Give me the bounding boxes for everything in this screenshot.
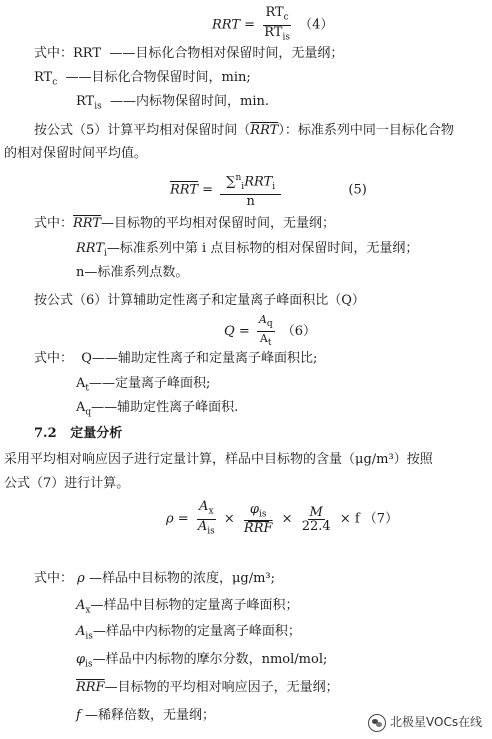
watermark-text: 北极星VOCs在线 — [390, 715, 483, 729]
eq4-fraction: $\frac{RT_c}{RT_{is}}$ — [264, 5, 290, 43]
def6-line3: $A_q——$辅助定性离子峰面积. — [76, 400, 239, 418]
eq5-tag: (5) — [348, 182, 367, 198]
eq5-fraction: $\frac{\sum^n_iRRT_i}{n}$ — [220, 172, 281, 208]
equation-7: ρ = $\frac{A_x}{A_{is}}$ × $\frac{\varphi_{is}}{\text{RRF}}$ × $\frac{M}{22.4}$ × f （7） — [166, 499, 399, 537]
def4-line1: 式中：RRT ——目标化合物相对保留时间，无量纲； — [34, 46, 344, 61]
def7-line6: f —稀释倍数，无量纲； — [76, 708, 215, 723]
def7-line5: $\overline{RRF}—$目标物的平均相对响应因子，无量纲； — [76, 680, 339, 695]
wechat-icon — [368, 714, 386, 732]
def7-line3: $A_{is}—$样品中内标物的定量离子峰面积； — [76, 624, 301, 642]
paragraph-eq7: 采用平均相对响应因子进行定量计算，样品中目标物的含量（μg/m³）按照 — [4, 452, 433, 467]
def4-line2: $RT_c$ ——目标化合物保留时间，min; — [34, 70, 251, 88]
def6-line1: 式中： Q——辅助定性离子和定量离子峰面积比; — [34, 351, 318, 366]
equation-6: Q = $\frac{A_q}{A_t}$ （6） — [224, 313, 316, 349]
def7-line2: $A_x—$样品中目标物的定量离子峰面积； — [76, 598, 299, 616]
paragraph-eq5-line2: 的相对保留时间平均值。 — [4, 146, 148, 161]
def5-line3: n—标准系列点数。 — [76, 265, 189, 280]
paragraph-eq6: 按公式（6）计算辅助定性离子和定量离子峰面积比（Q） — [34, 293, 365, 308]
paragraph-eq7-line2: 公式（7）进行计算。 — [4, 476, 130, 491]
watermark — [368, 713, 482, 732]
equation-5: $\overline{RRT}$ = $\frac{\sum^n_iRRT_i}{n}$ (5) — [170, 173, 367, 209]
paragraph-eq5: 按公式（5）计算平均相对保留时间$(\overline{RRT})$：标准系列中同一目标化合物 — [34, 123, 454, 138]
def7-line4: $\varphi_{is}—$样品中内标物的摩尔分数，nmol/mol; — [76, 652, 328, 670]
eq4-lhs: RRT — [212, 17, 241, 33]
def6-line2: $A_t——$定量离子峰面积; — [76, 376, 211, 394]
eq4-tag: （4） — [299, 17, 334, 33]
def5-line2: $RRT_i—$标准系列中第 i 点目标物的相对保留时间，无量纲； — [76, 241, 419, 259]
equation-4: RRT = $\frac{RT_c}{RT_{is}}$ （4） — [212, 5, 334, 43]
def5-line1: 式中：$\overline{RRT}—$目标物的平均相对保留时间，无量纲； — [34, 216, 336, 231]
def4-line3: $RT_{is}$ ——内标物保留时间，min. — [76, 94, 269, 112]
section-heading: 7.2 定量分析 — [34, 426, 123, 441]
def7-line1: 式中： ρ —样品中目标物的浓度，μg/m³; — [34, 571, 276, 586]
